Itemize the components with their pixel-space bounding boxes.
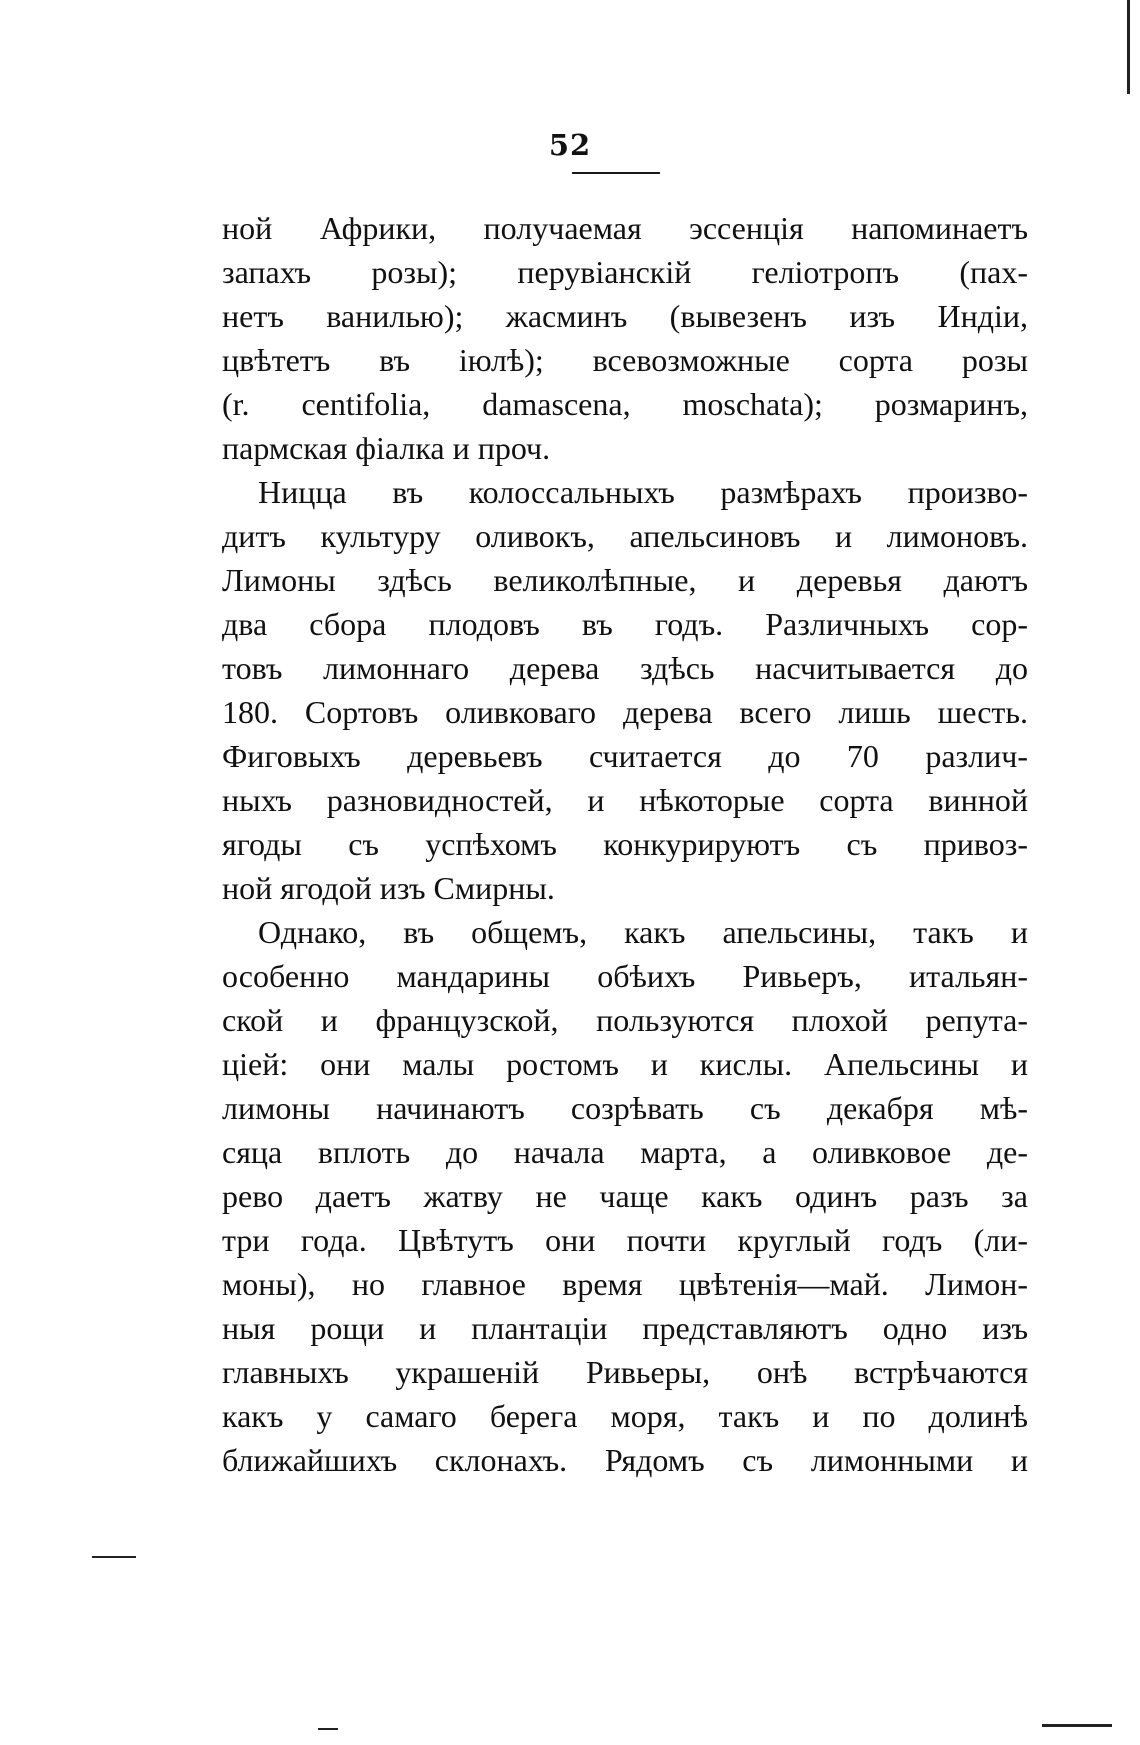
- text-line: товъ лимоннаго дерева здѣсь насчитывается до: [222, 650, 1028, 686]
- paragraph-first-line: Ницца въ колоссальныхъ размѣрахъ произво-: [258, 474, 1028, 510]
- text-line: ной Африки, получаемая эссенція напоминаетъ: [222, 210, 1028, 246]
- text-line: цвѣтетъ въ іюлѣ); всевозможные сорта розы: [222, 342, 1028, 378]
- text-line: два сбора плодовъ въ годъ. Различныхъ сор-: [222, 606, 1028, 642]
- text-line: моны), но главное время цвѣтенія—май. Лимон-: [222, 1266, 1028, 1302]
- text-line: Фиговыхъ деревьевъ считается до 70 различ-: [222, 738, 1028, 774]
- text-line: ной ягодой изъ Смирны.: [222, 870, 555, 906]
- text-line: ближайшихъ склонахъ. Рядомъ съ лимонными и: [222, 1442, 1028, 1478]
- text-line: ныя рощи и плантаціи представляютъ одно изъ: [222, 1310, 1028, 1346]
- scan-margin-mark: [92, 1556, 136, 1558]
- text-line: какъ у самаго берега моря, такъ и по долинѣ: [222, 1398, 1028, 1434]
- text-line: ціей: они малы ростомъ и кислы. Апельсины и: [222, 1046, 1028, 1082]
- text-line: ныхъ разновидностей, и нѣкоторые сорта винной: [222, 782, 1028, 818]
- text-line: Лимоны здѣсь великолѣпные, и деревья даютъ: [222, 562, 1028, 598]
- paragraph-first-line: Однако, въ общемъ, какъ апельсины, такъ и: [258, 914, 1028, 950]
- text-line: особенно мандарины обѣихъ Ривьеръ, итальян-: [222, 958, 1028, 994]
- scan-edge-mark: [1042, 1724, 1112, 1727]
- text-line: ской и французской, пользуются плохой репута-: [222, 1002, 1028, 1038]
- text-line: три года. Цвѣтутъ они почти круглый годъ (ли-: [222, 1222, 1028, 1258]
- page-number: 52: [548, 128, 592, 162]
- body-text: [222, 206, 1028, 1482]
- text-line: дитъ культуру оливокъ, апельсиновъ и лимоновъ.: [222, 518, 1028, 554]
- text-line: ягоды съ успѣхомъ конкурируютъ съ привоз-: [222, 826, 1028, 862]
- text-line: 180. Сортовъ оливковаго дерева всего лишь шесть.: [222, 694, 1028, 730]
- text-line: пармская фіалка и проч.: [222, 430, 551, 466]
- text-line: запахъ розы); перувіанскій геліотропъ (пах-: [222, 254, 1028, 290]
- text-line: сяца вплоть до начала марта, а оливковое де-: [222, 1134, 1028, 1170]
- page-number-rule: [572, 172, 660, 174]
- text-line: (r. centifolia, damascena, moschata); розмаринъ,: [222, 386, 1028, 422]
- scan-speck: [318, 1728, 338, 1730]
- text-line: рево даетъ жатву не чаще какъ одинъ разъ за: [222, 1178, 1028, 1214]
- text-line: нетъ ванилью); жасминъ (вывезенъ изъ Индіи,: [222, 298, 1028, 334]
- scan-edge-mark: [1127, 0, 1130, 94]
- text-line: главныхъ украшеній Ривьеры, онѣ встрѣчаются: [222, 1354, 1028, 1390]
- text-line: лимоны начинаютъ созрѣвать съ декабря мѣ-: [222, 1090, 1028, 1126]
